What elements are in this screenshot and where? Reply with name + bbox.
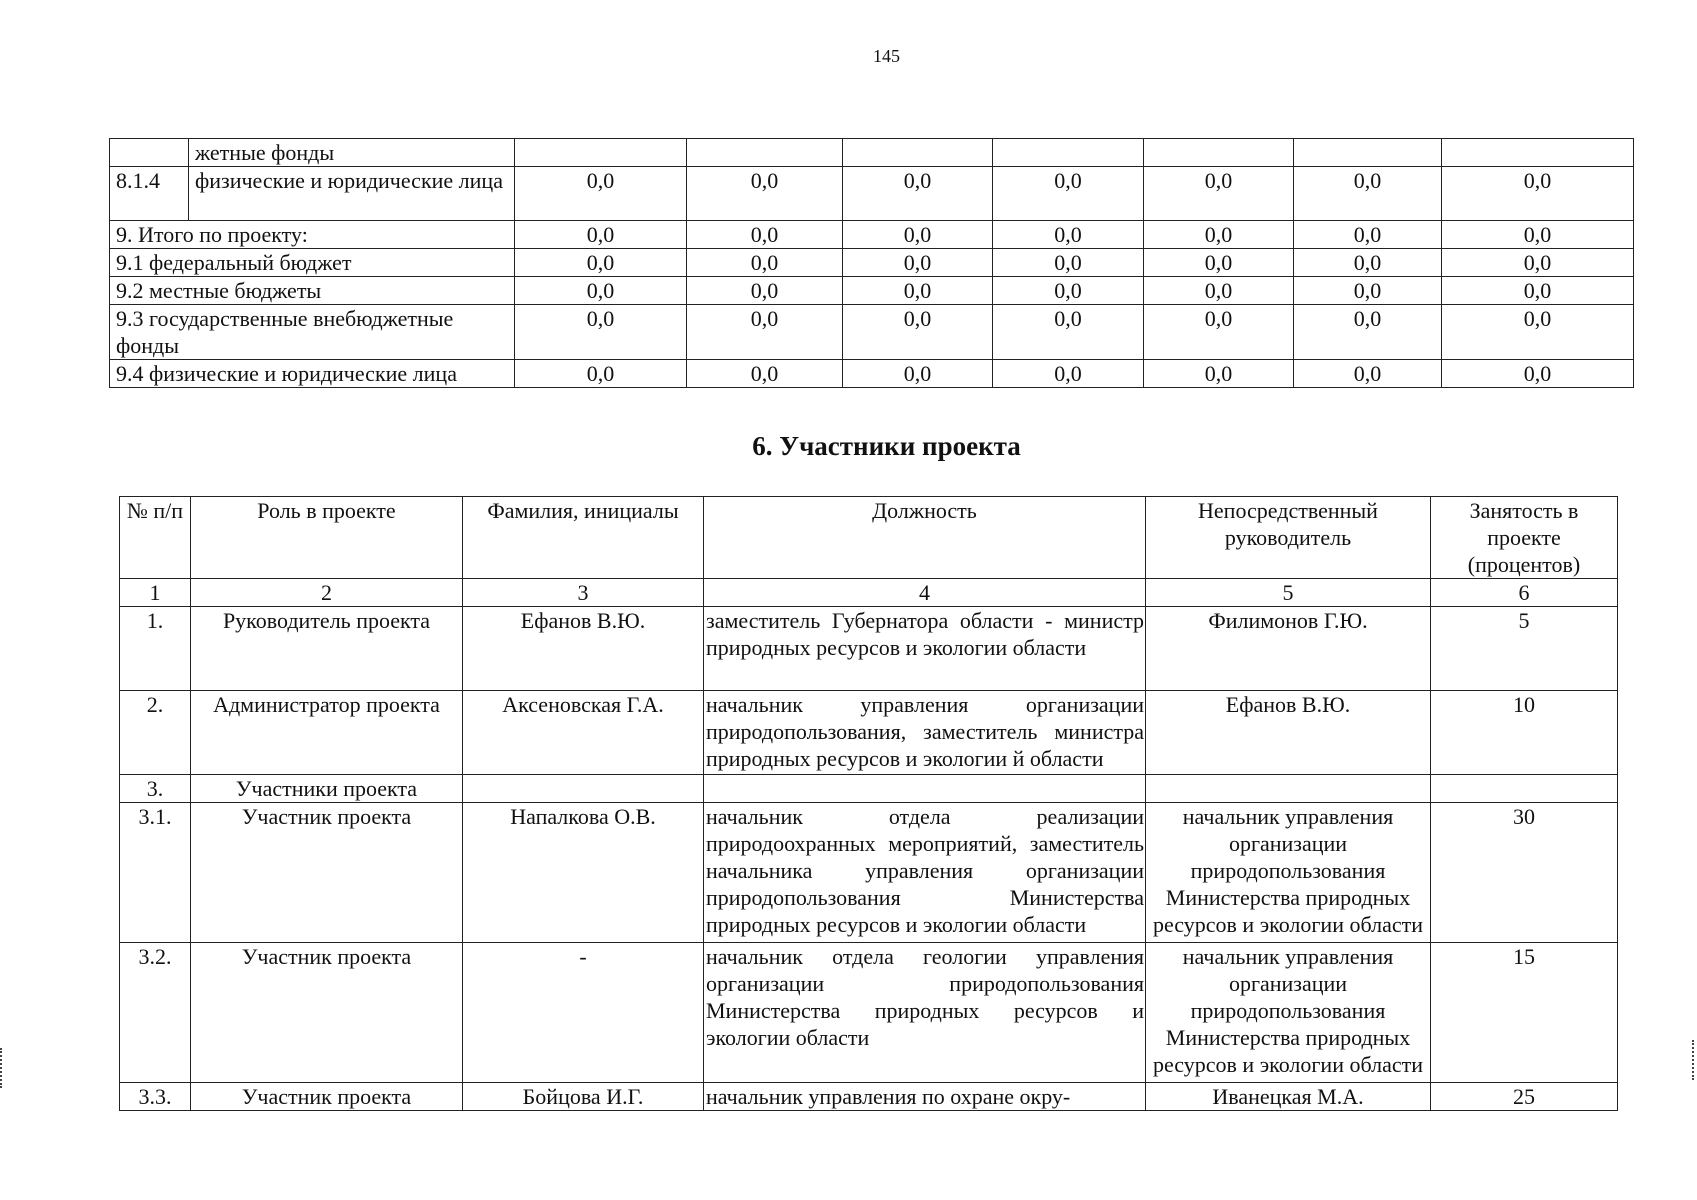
finance-label-cell: жетные фонды: [189, 139, 515, 167]
finance-label-cell: 9.3 государственные внебюджетные фонды: [110, 305, 515, 360]
participant-position-cell: заместитель Губернатора области - министр природных ресурсов и экологии области: [704, 607, 1146, 691]
participant-name-cell: Ефанов В.Ю.: [463, 607, 704, 691]
finance-value-cell: 0,0: [993, 277, 1144, 305]
column-number-cell: 3: [463, 579, 704, 607]
participant-load-cell: 5: [1431, 607, 1618, 691]
page-number: 145: [873, 46, 900, 66]
participants-table: [119, 496, 1618, 1111]
participant-role-cell: Администратор проекта: [191, 691, 463, 775]
finance-value-cell: 0,0: [993, 249, 1144, 277]
finance-value-cell: 0,0: [993, 360, 1144, 388]
column-number-cell: 4: [704, 579, 1146, 607]
finance-value-cell: 0,0: [993, 305, 1144, 360]
finance-value-cell: [843, 139, 993, 167]
participant-supervisor-cell: Иванецкая М.А.: [1146, 1083, 1431, 1111]
participant-num-cell: 3.1.: [120, 803, 191, 943]
participant-supervisor-cell: [1146, 775, 1431, 803]
finance-value-cell: [1144, 139, 1294, 167]
participant-name-cell: Напалкова О.В.: [463, 803, 704, 943]
participant-role-cell: Участник проекта: [191, 1083, 463, 1111]
finance-value-cell: 0,0: [1294, 277, 1442, 305]
finance-row: [110, 249, 1634, 277]
participant-num-cell: 3.: [120, 775, 191, 803]
participant-supervisor-cell: начальник управления организации природопользования Министерства природных ресурсов и экологии области: [1146, 943, 1431, 1083]
finance-value-cell: 0,0: [687, 277, 843, 305]
finance-value-cell: 0,0: [687, 360, 843, 388]
finance-value-cell: 0,0: [687, 249, 843, 277]
finance-value-cell: 0,0: [1294, 249, 1442, 277]
finance-value-cell: 0,0: [843, 221, 993, 249]
finance-label-cell: 9.4 физические и юридические лица: [110, 360, 515, 388]
participant-row: [120, 607, 1618, 691]
finance-value-cell: [1294, 139, 1442, 167]
finance-value-cell: 0,0: [515, 221, 687, 249]
finance-row: [110, 360, 1634, 388]
header-cell-name: Фамилия, инициалы: [463, 497, 704, 579]
participant-name-cell: [463, 775, 704, 803]
finance-value-cell: 0,0: [1144, 249, 1294, 277]
participant-role-cell: Участники проекта: [191, 775, 463, 803]
finance-value-cell: 0,0: [1144, 277, 1294, 305]
finance-value-cell: 0,0: [687, 167, 843, 221]
participant-row: [120, 943, 1618, 1083]
participant-supervisor-cell: начальник управления организации природопользования Министерства природных ресурсов и экологии области: [1146, 803, 1431, 943]
finance-value-cell: 0,0: [1144, 305, 1294, 360]
header-row: [120, 497, 1618, 579]
finance-value-cell: 0,0: [1442, 360, 1634, 388]
finance-value-cell: [687, 139, 843, 167]
participant-name-cell: Бойцова И.Г.: [463, 1083, 704, 1111]
finance-value-cell: 0,0: [515, 305, 687, 360]
finance-row: [110, 277, 1634, 305]
participant-position-cell: начальник управления по охране окру-: [704, 1083, 1146, 1111]
participant-num-cell: 2.: [120, 691, 191, 775]
column-number-cell: 2: [191, 579, 463, 607]
participant-row: [120, 1083, 1618, 1111]
participant-load-cell: 30: [1431, 803, 1618, 943]
participant-num-cell: 1.: [120, 607, 191, 691]
finance-value-cell: 0,0: [1442, 221, 1634, 249]
column-number-cell: 1: [120, 579, 191, 607]
participant-role-cell: Участник проекта: [191, 803, 463, 943]
finance-value-cell: 0,0: [843, 249, 993, 277]
scan-edge-mark-right: [1692, 1040, 1696, 1080]
finance-row: [110, 167, 1634, 221]
finance-row: [110, 139, 1634, 167]
finance-value-cell: 0,0: [1294, 360, 1442, 388]
finance-value-cell: 0,0: [1442, 277, 1634, 305]
participant-row: [120, 691, 1618, 775]
finance-code-cell: [110, 139, 189, 167]
finance-value-cell: 0,0: [1144, 360, 1294, 388]
finance-value-cell: [1442, 139, 1634, 167]
participant-row: [120, 775, 1618, 803]
column-number-row: [120, 579, 1618, 607]
header-cell-role: Роль в проекте: [191, 497, 463, 579]
participant-role-cell: Руководитель проекта: [191, 607, 463, 691]
finance-value-cell: 0,0: [1144, 221, 1294, 249]
finance-value-cell: 0,0: [1442, 249, 1634, 277]
participant-position-cell: начальник отдела реализации природоохранных мероприятий, заместитель начальника управления организации природопользования Министерства природных ресурсов и экологии области: [704, 803, 1146, 943]
finance-value-cell: [993, 139, 1144, 167]
participant-name-cell: Аксеновская Г.А.: [463, 691, 704, 775]
finance-label-cell: физические и юридические лица: [189, 167, 515, 221]
finance-label-cell: 9. Итого по проекту:: [110, 221, 515, 249]
finance-value-cell: 0,0: [1294, 167, 1442, 221]
column-number-cell: 5: [1146, 579, 1431, 607]
finance-value-cell: 0,0: [843, 277, 993, 305]
finance-code-cell: 8.1.4: [110, 167, 189, 221]
column-number-cell: 6: [1431, 579, 1618, 607]
finance-value-cell: 0,0: [687, 305, 843, 360]
participant-load-cell: 15: [1431, 943, 1618, 1083]
participant-num-cell: 3.3.: [120, 1083, 191, 1111]
finance-value-cell: 0,0: [1294, 221, 1442, 249]
participant-supervisor-cell: Ефанов В.Ю.: [1146, 691, 1431, 775]
participant-name-cell: -: [463, 943, 704, 1083]
finance-row: [110, 305, 1634, 360]
participant-load-cell: 25: [1431, 1083, 1618, 1111]
finance-row: [110, 221, 1634, 249]
header-cell-position: Должность: [704, 497, 1146, 579]
participant-load-cell: [1431, 775, 1618, 803]
finance-value-cell: 0,0: [993, 167, 1144, 221]
finance-label-cell: 9.2 местные бюджеты: [110, 277, 515, 305]
finance-value-cell: 0,0: [515, 249, 687, 277]
participant-role-cell: Участник проекта: [191, 943, 463, 1083]
participant-supervisor-cell: Филимонов Г.Ю.: [1146, 607, 1431, 691]
participant-position-cell: [704, 775, 1146, 803]
finance-value-cell: 0,0: [1442, 305, 1634, 360]
finance-value-cell: 0,0: [843, 167, 993, 221]
participant-position-cell: начальник управления организации природопользования, заместитель министра природных ресурсов и экологии й области: [704, 691, 1146, 775]
header-cell-load: Занятость в проекте (процентов): [1431, 497, 1618, 579]
section-title: 6. Участники проекта: [752, 431, 1021, 461]
finance-value-cell: 0,0: [843, 305, 993, 360]
participant-position-cell: начальник отдела геологии управления организации природопользования Министерства природных ресурсов и экологии области: [704, 943, 1146, 1083]
finance-value-cell: 0,0: [1442, 167, 1634, 221]
finance-value-cell: 0,0: [993, 221, 1144, 249]
participant-num-cell: 3.2.: [120, 943, 191, 1083]
finance-value-cell: 0,0: [515, 167, 687, 221]
finance-table: [109, 138, 1634, 388]
finance-value-cell: 0,0: [515, 277, 687, 305]
finance-value-cell: 0,0: [687, 221, 843, 249]
finance-value-cell: 0,0: [843, 360, 993, 388]
header-cell-supervisor: Непосредственный руководитель: [1146, 497, 1431, 579]
finance-value-cell: 0,0: [1294, 305, 1442, 360]
scan-edge-mark-left: [0, 1048, 4, 1088]
participant-row: [120, 803, 1618, 943]
finance-label-cell: 9.1 федеральный бюджет: [110, 249, 515, 277]
finance-value-cell: 0,0: [515, 360, 687, 388]
header-cell-num: № п/п: [120, 497, 191, 579]
finance-value-cell: 0,0: [1144, 167, 1294, 221]
finance-value-cell: [515, 139, 687, 167]
participant-load-cell: 10: [1431, 691, 1618, 775]
